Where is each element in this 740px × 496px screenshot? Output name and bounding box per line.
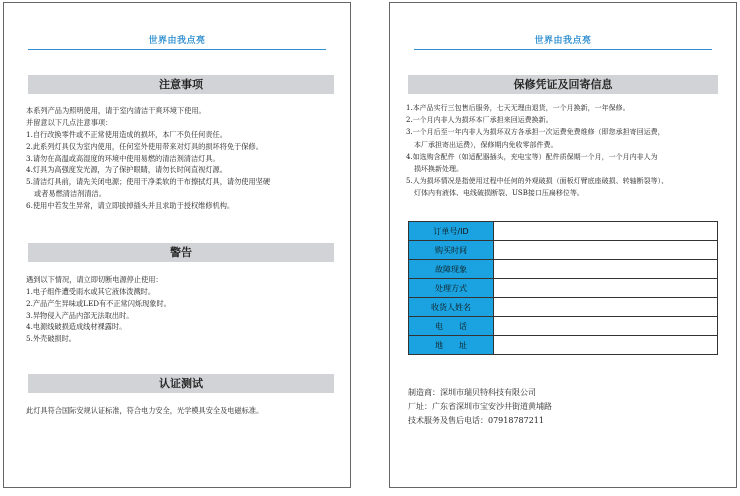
warranty-list: [406, 102, 724, 200]
order-id-label: 订单号/ID: [409, 222, 494, 241]
notice-intro-line: 本系列产品为照明使用，请于室内清洁干爽环境下使用。: [26, 106, 206, 115]
list-item: 5.外壳破损时。: [26, 334, 76, 344]
list-item: 1.本产品实行三包售后服务，七天无理由退货，一个月换新，一年保修。: [406, 104, 630, 112]
company-info: [408, 386, 726, 428]
notice-title: 注意事项: [28, 75, 334, 94]
service-phone: 技术服务及售后电话：07918787211: [408, 416, 544, 425]
list-item: 3.请勿在高温或高湿度的环境中使用易燃的清洁剂清洁灯具。: [26, 153, 220, 163]
list-item: 3.一个月后至一年内非人为损坏双方各承担一次运费免费维修（即您承担寄回运费， 本厂承担寄出运费），保修期内免收零部件费。: [406, 128, 665, 149]
right-page: [389, 2, 737, 488]
table-row: [409, 260, 718, 279]
fault-field[interactable]: [494, 260, 718, 279]
warning-intro: 遇到以下情况，请立即切断电源停止使用：: [26, 275, 163, 284]
list-item: 6.使用中若发生异常，请立即拔掉插头并且求助于授权维修机构。: [26, 200, 235, 210]
list-item: 1.电子组件遭受雨水或其它液体泼溅时。: [26, 287, 156, 296]
brand-divider: [28, 49, 326, 50]
handling-label: 处理方式: [409, 279, 494, 298]
list-item: 5.人为损坏情况是指使用过程中任何的外观破损（面板灯臂底座破损、转轴断裂等）、 灯体内有液体、电线破损断裂、USB接口压扁移位等。: [406, 177, 669, 198]
list-item: 4.电源线破损造成线材裸露时。: [26, 322, 127, 332]
table-row: [409, 279, 718, 298]
warning-title: 警告: [28, 243, 334, 262]
warning-list: [26, 286, 336, 345]
list-item: 2.一个月内非人为损坏本厂承担来回运费换新。: [406, 116, 553, 125]
table-row: [409, 222, 718, 241]
list-item: 2.产品产生异味或LED有不正常闪烁现象时。: [26, 298, 171, 308]
order-form-table: [408, 221, 718, 355]
cert-text: 此灯具符合国际安规认证标准，符合电力安全，光学模具安全及电磁标准。: [26, 406, 264, 415]
list-item: 3.异物侵入产品内部无法取出时。: [26, 310, 134, 320]
brand-slogan: 世界由我点亮: [148, 36, 206, 46]
recipient-field[interactable]: [494, 298, 718, 317]
list-item: 2.此系列灯具仅为室内使用，任何室外使用带来对灯具的损坏将免于保修。: [26, 141, 263, 151]
list-item: 5.清洁灯具前，请先关闭电源；使用干净柔软的干布擦拭灯具，请勿使用坚硬 或者易燃清洁剂清洁。: [26, 177, 271, 198]
list-item: 4.如选购含配件（如适配器插头，充电宝等）配件质保期一个月，一个月内非人为 损坏换新处理。: [406, 152, 658, 174]
warranty-title: 保修凭证及回寄信息: [408, 75, 718, 94]
brand-slogan: 世界由我点亮: [534, 36, 592, 46]
recipient-label: 收货人姓名: [409, 298, 494, 317]
list-item: 1.自行改换零件或不正常使用造成的损坏，本厂不负任何责任。: [26, 130, 227, 139]
notice-intro-line: 并留意以下几点注意事项：: [26, 117, 113, 127]
order-id-field[interactable]: [494, 222, 718, 241]
notice-list: [26, 129, 336, 212]
table-row: [409, 317, 718, 336]
fault-label: 故障现象: [409, 260, 494, 279]
brand-divider: [414, 49, 712, 50]
left-page: [3, 2, 351, 488]
table-row: [409, 298, 718, 317]
factory-address: 厂址：广东省深圳市宝安沙井街道黄埔路: [408, 402, 552, 411]
manufacturer: 制造商：深圳市瑞贝特科技有限公司: [408, 388, 536, 397]
phone-field[interactable]: [494, 317, 718, 336]
cert-title: 认证测试: [28, 374, 334, 393]
purchase-time-label: 购买时间: [409, 241, 494, 260]
table-row: [409, 336, 718, 355]
address-field[interactable]: [494, 336, 718, 355]
notice-intro: [26, 105, 336, 129]
handling-field[interactable]: [494, 279, 718, 298]
phone-label: 电 话: [409, 317, 494, 336]
list-item: 4.灯具为高强度发光源，为了保护眼睛，请勿长时间直视灯源。: [26, 165, 227, 175]
table-row: [409, 241, 718, 260]
purchase-time-field[interactable]: [494, 241, 718, 260]
address-label: 地 址: [409, 336, 494, 355]
